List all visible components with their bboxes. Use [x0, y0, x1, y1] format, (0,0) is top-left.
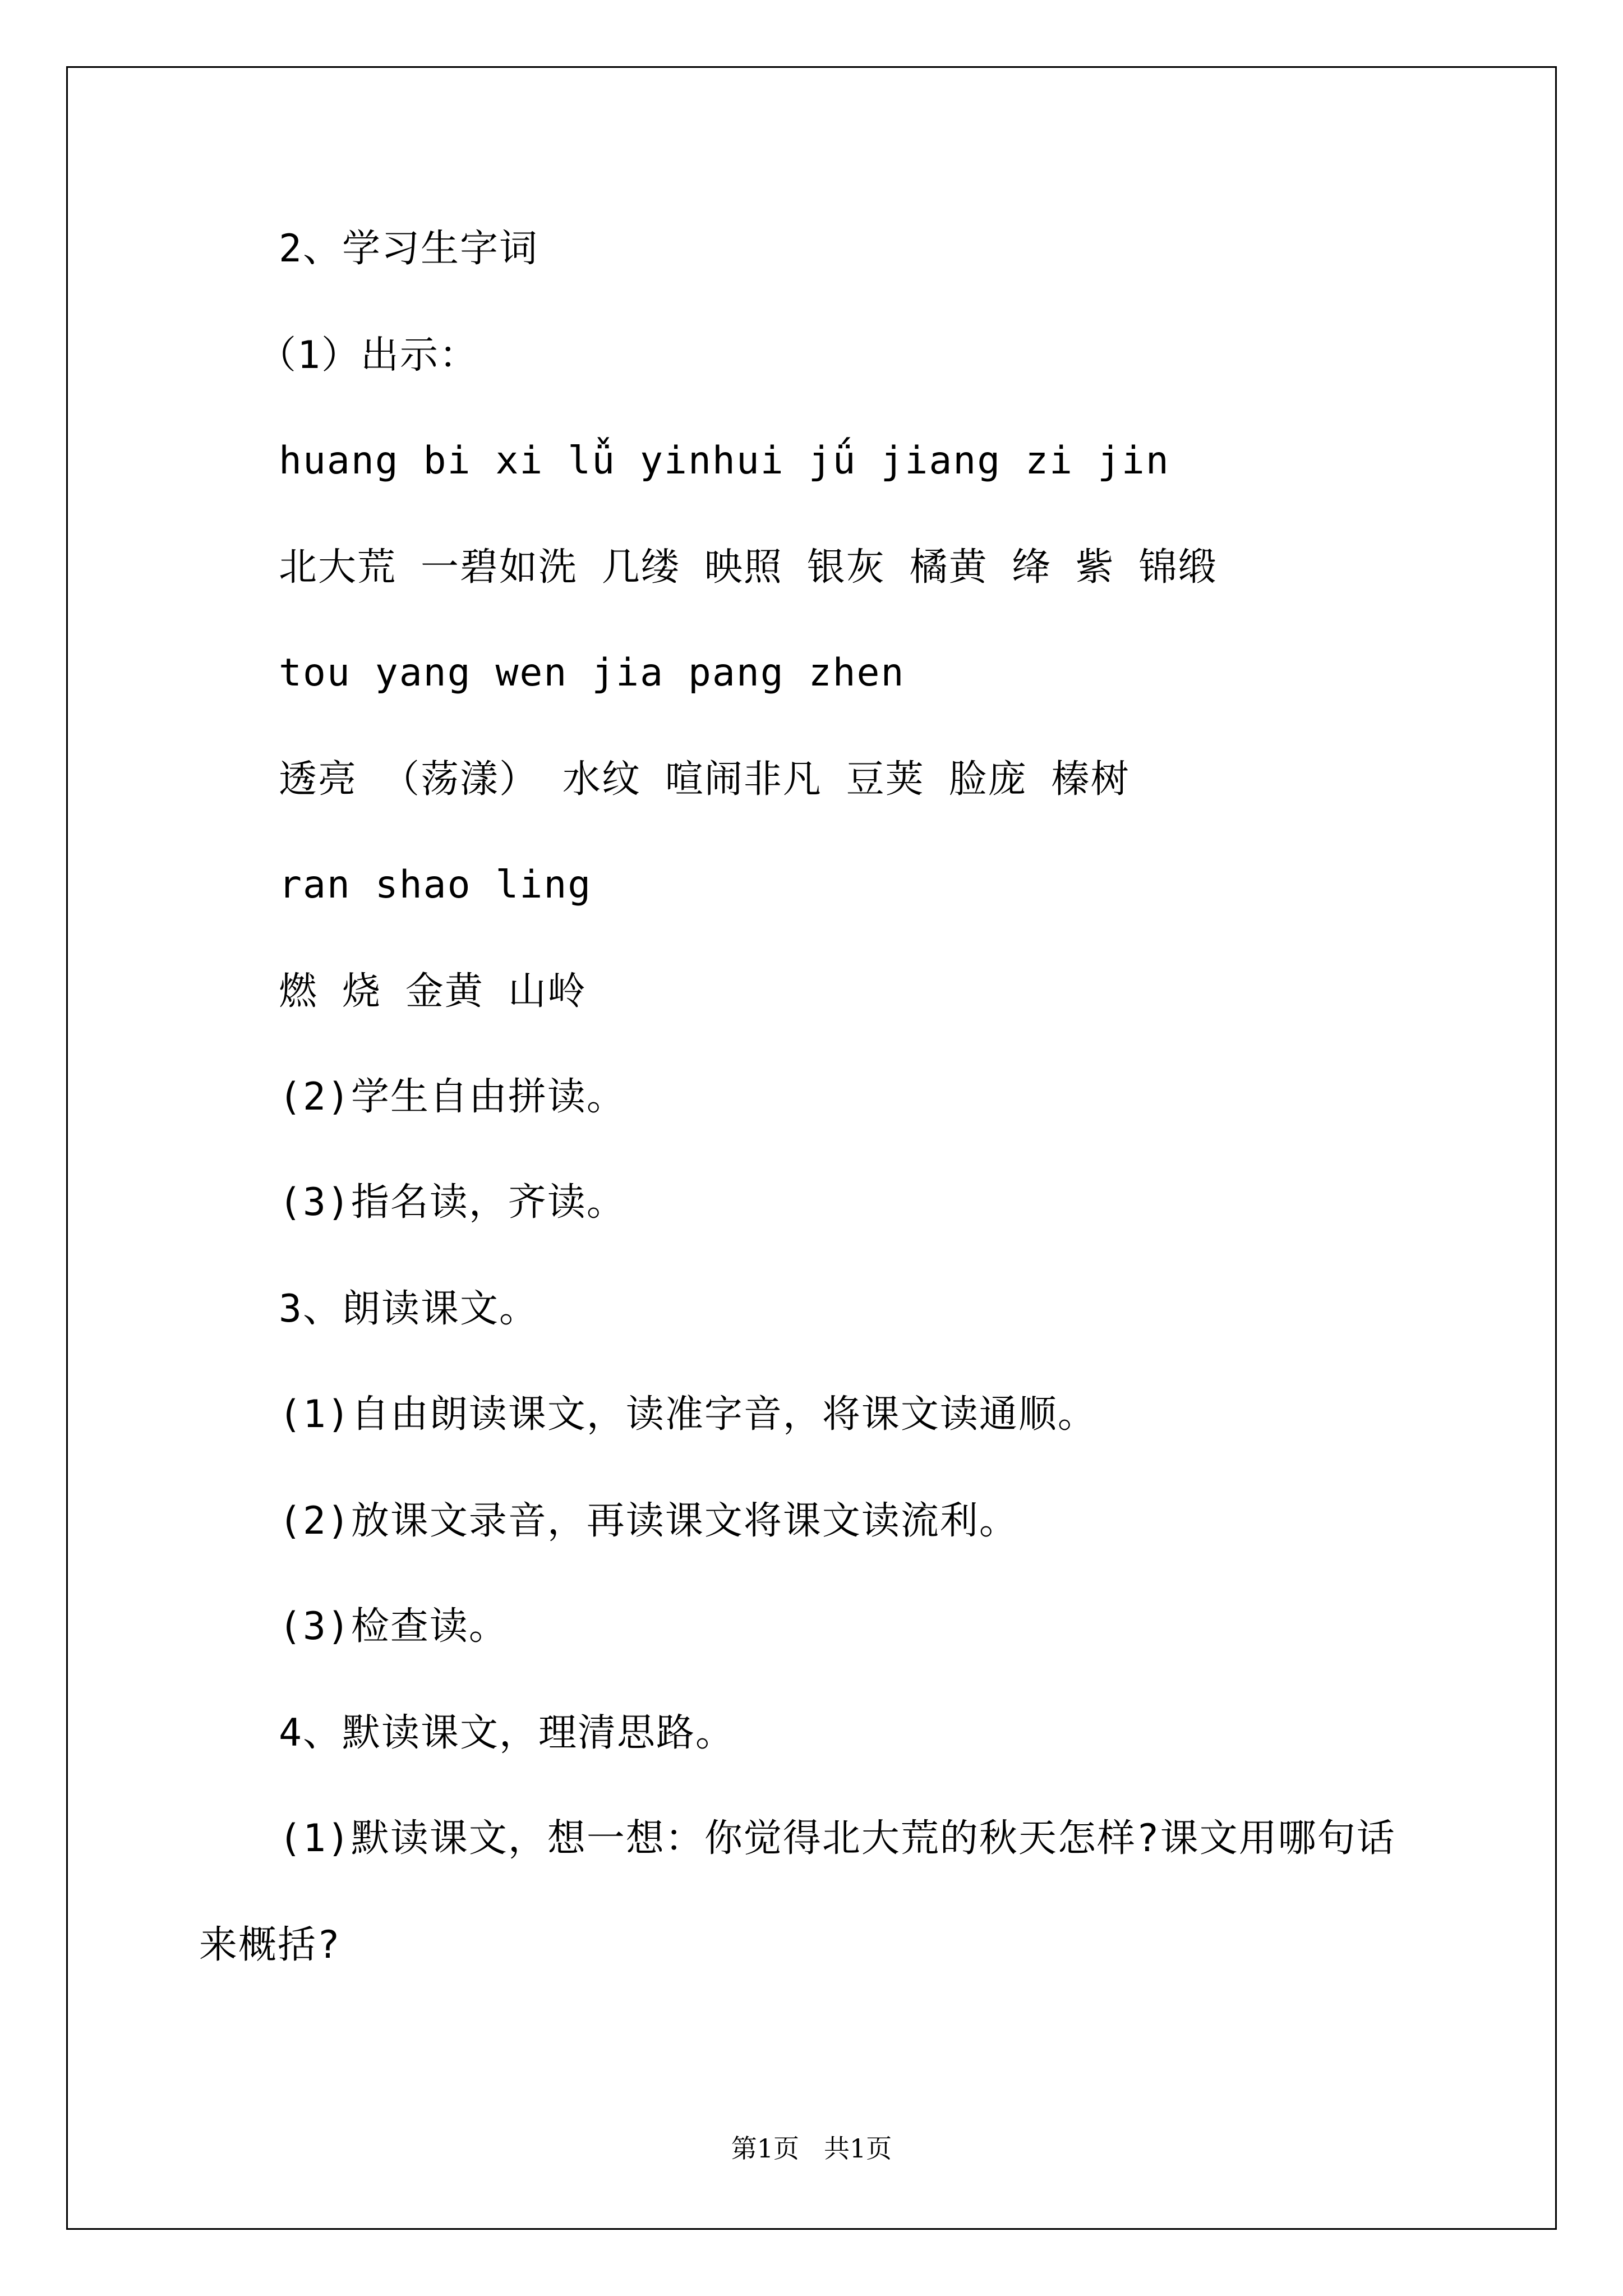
- step-play-recording: (2)放课文录音，再读课文将课文读流利。: [279, 1499, 1018, 1543]
- question-line-1: (1)默读课文，想一想：你觉得北大荒的秋天怎样?课文用哪句话: [279, 1816, 1396, 1861]
- step-check-reading: (3)检查读。: [279, 1604, 508, 1649]
- step-read-fluently: (1)自由朗读课文，读准字音，将课文读通顺。: [279, 1392, 1097, 1437]
- pinyin-row-1: huang bi xi lǚ yinhui jǘ jiang zi jin: [279, 439, 1170, 483]
- step-free-reading: (2)学生自由拼读。: [279, 1075, 626, 1119]
- words-row-1: 北大荒 一碧如洗 几缕 映照 银灰 橘黄 绛 紫 锦缎: [279, 545, 1218, 590]
- page-number: 第1页: [731, 2133, 800, 2164]
- heading-read-aloud: 3、朗读课文。: [279, 1287, 538, 1331]
- words-row-2: 透亮 （荡漾） 水纹 喧闹非凡 豆荚 脸庞 榛树: [279, 757, 1130, 802]
- words-row-3: 燃 烧 金黄 山岭: [279, 969, 587, 1014]
- page-border: [66, 66, 1557, 2230]
- pinyin-row-2: tou yang wen jia pang zhen: [279, 651, 905, 695]
- pinyin-row-3: ran shao ling: [279, 863, 592, 907]
- heading-silent-reading: 4、默读课文，理清思路。: [279, 1711, 735, 1755]
- item-show: （1）出示：: [258, 333, 478, 378]
- step-named-reading: (3)指名读，齐读。: [279, 1180, 626, 1225]
- page-total: 共1页: [823, 2133, 892, 2164]
- heading-learn-words: 2、学习生字词: [279, 227, 538, 271]
- question-line-2: 来概括?: [199, 1923, 341, 1967]
- page-footer: [0, 2132, 1623, 2165]
